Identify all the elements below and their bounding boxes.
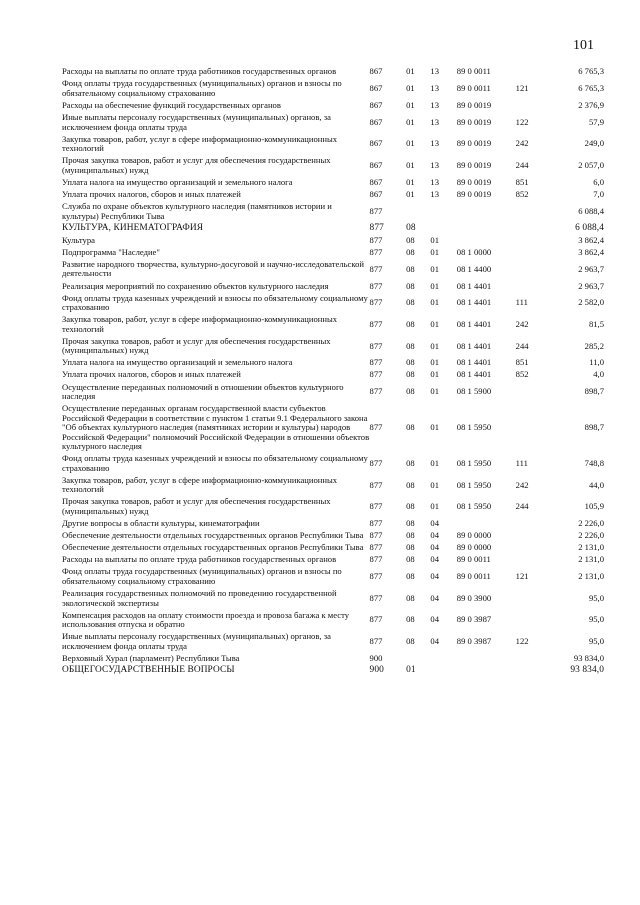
section-code: 08 (406, 297, 415, 308)
section-code: 08 (406, 280, 415, 291)
amount: 95,0 (588, 592, 604, 603)
amount: 2 057,0 (578, 160, 604, 171)
table-row (62, 530, 604, 542)
amount: 6 765,3 (578, 66, 604, 77)
ministry-code: 867 (369, 116, 383, 127)
subsection-code: 04 (430, 635, 440, 646)
section-code: 01 (406, 188, 415, 199)
target-article-code: 08 1 4400 (456, 263, 492, 274)
section-code: 08 (406, 340, 415, 351)
line-item-name: Фонд оплаты труда казенных учреждений и взносы по обязательному социальному страхованию (62, 453, 368, 473)
ministry-code: 877 (369, 369, 383, 380)
section-code: 08 (406, 530, 415, 541)
expense-type-code: 852 (515, 188, 529, 199)
table-row (62, 542, 604, 554)
table-row (62, 222, 604, 234)
section-code: 08 (406, 246, 415, 257)
amount: 93 834,0 (570, 664, 604, 675)
amount: 81,5 (588, 318, 604, 329)
line-item-name: Обеспечение деятельности отдельных государственных органов Республики Тыва (62, 530, 364, 541)
target-article-code (457, 222, 516, 234)
amount: 57,9 (588, 116, 604, 127)
ministry-code: 867 (369, 160, 383, 171)
target-article-code: 08 1 4401 (456, 340, 492, 351)
section-code: 08 (406, 234, 415, 245)
subsection-code (430, 665, 456, 677)
target-article-code: 89 0 0011 (456, 66, 491, 77)
line-item-name: ОБЩЕГОСУДАРСТВЕННЫЕ ВОПРОСЫ (62, 664, 235, 675)
ministry-code: 877 (369, 542, 383, 553)
target-article-code: 89 0 0019 (456, 116, 492, 127)
amount: 898,7 (584, 422, 604, 433)
line-item-name: Расходы на обеспечение функций государственных органов (62, 99, 281, 110)
section-code: 01 (406, 176, 415, 187)
ministry-code: 877 (369, 479, 383, 490)
table-row (62, 653, 604, 665)
amount: 93 834,0 (573, 652, 604, 663)
ministry-code: 877 (369, 318, 383, 329)
line-item-name: Подпрограмма "Наследие" (62, 246, 160, 257)
section-code: 08 (406, 501, 415, 512)
target-article-code (457, 653, 516, 665)
subsection-code: 01 (430, 263, 440, 274)
target-article-code: 08 1 5950 (456, 458, 492, 469)
amount: 2 131,0 (578, 554, 604, 565)
table-row (62, 189, 604, 201)
subsection-code: 13 (430, 99, 440, 110)
amount: 95,0 (588, 635, 604, 646)
expense-type-code (516, 653, 551, 665)
line-item-name: Закупка товаров, работ, услуг в сфере информационно-коммуникационных технологий (62, 133, 338, 154)
amount: 7,0 (593, 188, 604, 199)
amount: 3 862,4 (578, 246, 604, 257)
ministry-code: 877 (369, 280, 383, 291)
expense-type-code (516, 609, 551, 631)
table-row (62, 280, 604, 292)
line-item-name: Другие вопросы в области культуры, кинематографии (62, 518, 260, 529)
subsection-code: 13 (430, 66, 440, 77)
expense-type-code (516, 66, 551, 78)
section-code: 08 (406, 222, 416, 233)
ministry-code: 900 (369, 652, 383, 663)
subsection-code: 01 (430, 318, 440, 329)
subsection-code: 01 (430, 386, 440, 397)
expense-type-code (516, 542, 551, 554)
table-row (62, 247, 604, 259)
table-row (62, 369, 604, 381)
ministry-code: 877 (369, 518, 383, 529)
table-row (62, 475, 604, 497)
ministry-code: 877 (369, 386, 383, 397)
expense-type-code: 122 (515, 116, 529, 127)
subsection-code: 01 (430, 479, 440, 490)
target-article-code: 08 1 4401 (456, 297, 492, 308)
expense-type-code (516, 100, 551, 112)
line-item-name: Прочая закупка товаров, работ и услуг для обеспечения государственных (муниципальных) нужд (62, 155, 331, 175)
ministry-code: 877 (369, 246, 383, 257)
section-code: 08 (406, 542, 415, 553)
line-item-name: Закупка товаров, работ, услуг в сфере информационно-коммуникационных технологий (62, 474, 338, 495)
subsection-code: 04 (430, 614, 440, 625)
line-item-name: Прочая закупка товаров, работ и услуг для обеспечения государственных (муниципальных) нужд (62, 496, 331, 516)
subsection-code: 01 (430, 234, 440, 245)
section-code (406, 201, 430, 223)
subsection-code: 01 (430, 357, 440, 368)
expense-type-code: 121 (515, 571, 529, 582)
ministry-code: 877 (369, 614, 383, 625)
target-article-code: 08 1 4401 (456, 369, 492, 380)
line-item-name: Компенсация расходов на оплату стоимости проезда и провоза багажа к месту использования отпуска и обратно (62, 609, 350, 630)
expense-type-code: 244 (515, 340, 529, 351)
section-code: 08 (406, 518, 415, 529)
line-item-name: Обеспечение деятельности отдельных государственных органов Республики Тыва (62, 542, 364, 553)
line-item-name: Служба по охране объектов культурного наследия (памятников истории и культуры) Республики Тыва (62, 201, 332, 221)
expense-type-code (516, 201, 551, 223)
subsection-code: 01 (430, 501, 440, 512)
section-code: 08 (406, 422, 415, 433)
expense-type-code (516, 554, 551, 566)
table-row (62, 133, 604, 155)
amount: 285,2 (584, 340, 604, 351)
table-row (62, 155, 604, 177)
target-article-code: 89 0 0000 (456, 530, 492, 541)
target-article-code: 89 0 3987 (456, 635, 492, 646)
line-item-name: Осуществление переданных органам государственной власти субъектов Российской Федерации в соответствии с пунктом 1 статьи 9.1 Федерального закона "Об объектах культурного наследия (памятниках истории и культуры) народов Российской Федерации" полномочий Российской Федерации в отношении объектов культурного наследия (62, 403, 370, 452)
ministry-code: 877 (369, 357, 383, 368)
line-item-name: Иные выплаты персоналу государственных (муниципальных) органов, за исключением фонда оплаты труда (62, 112, 331, 132)
expense-type-code (516, 588, 551, 610)
table-row (62, 336, 604, 358)
target-article-code: 08 1 0000 (456, 246, 492, 257)
subsection-code: 01 (430, 340, 440, 351)
ministry-code: 877 (369, 340, 383, 351)
ministry-code: 877 (369, 501, 383, 512)
table-row (62, 381, 604, 403)
subsection-code: 01 (430, 246, 440, 257)
target-article-code: 08 1 5950 (456, 479, 492, 490)
subsection-code: 01 (430, 369, 440, 380)
expense-type-code: 242 (515, 479, 529, 490)
line-item-name: Верховный Хурал (парламент) Республики Тыва (62, 652, 240, 663)
target-article-code (457, 665, 516, 677)
amount: 2 963,7 (578, 263, 604, 274)
ministry-code: 900 (369, 664, 384, 675)
ministry-code: 877 (369, 458, 383, 469)
subsection-code (430, 653, 456, 665)
ministry-code: 877 (369, 263, 383, 274)
section-code: 08 (406, 479, 415, 490)
amount: 2 131,0 (578, 542, 604, 553)
line-item-name: Уплата прочих налогов, сборов и иных платежей (62, 188, 241, 199)
line-item-name: Уплата прочих налогов, сборов и иных платежей (62, 369, 241, 380)
line-item-name: Осуществление переданных полномочий в отношении объектов культурного наследия (62, 381, 344, 402)
ministry-code: 877 (369, 530, 383, 541)
ministry-code: 877 (369, 205, 383, 216)
target-article-code: 08 1 5950 (456, 422, 492, 433)
table-row (62, 100, 604, 112)
amount: 11,0 (589, 357, 604, 368)
target-article-code: 89 0 0011 (456, 554, 491, 565)
expense-type-code: 111 (515, 458, 528, 469)
expense-type-code: 852 (515, 369, 529, 380)
subsection-code: 04 (430, 554, 440, 565)
amount: 2 582,0 (578, 297, 604, 308)
target-article-code: 89 0 0000 (456, 542, 492, 553)
amount: 2 963,7 (578, 280, 604, 291)
subsection-code (430, 201, 456, 223)
table-row (62, 518, 604, 530)
target-article-code: 89 0 0019 (456, 138, 492, 149)
table-row (62, 66, 604, 78)
subsection-code (430, 222, 456, 234)
target-article-code (457, 518, 516, 530)
ministry-code: 877 (369, 222, 384, 233)
table-row (62, 177, 604, 189)
ministry-code: 877 (369, 635, 383, 646)
expense-type-code (516, 247, 551, 259)
section-code: 08 (406, 571, 415, 582)
target-article-code: 89 0 0019 (456, 176, 492, 187)
expense-type-code: 122 (515, 635, 529, 646)
target-article-code: 08 1 4401 (456, 357, 492, 368)
subsection-code: 13 (430, 160, 440, 171)
amount: 748,8 (584, 458, 604, 469)
amount: 2 226,0 (578, 530, 604, 541)
line-item-name: Развитие народного творчества, культурно-досуговой и научно-исследовательской деятельности (62, 258, 364, 279)
subsection-code: 13 (430, 188, 440, 199)
section-code: 08 (406, 263, 415, 274)
target-article-code: 89 0 0011 (456, 83, 491, 94)
line-item-name: Культура (62, 234, 95, 245)
ministry-code: 867 (369, 176, 383, 187)
table-row (62, 234, 604, 246)
ministry-code: 867 (369, 66, 383, 77)
line-item-name: Реализация мероприятий по сохранению объектов культурного наследия (62, 280, 329, 291)
table-row (62, 609, 604, 631)
table-row (62, 314, 604, 336)
table-row (62, 78, 604, 100)
section-code: 08 (406, 458, 415, 469)
budget-table (62, 66, 604, 677)
subsection-code: 01 (430, 458, 440, 469)
target-article-code: 89 0 0019 (456, 160, 492, 171)
expense-type-code: 111 (515, 297, 528, 308)
amount: 95,0 (588, 614, 604, 625)
ministry-code: 877 (369, 422, 383, 433)
target-article-code: 08 1 5950 (456, 501, 492, 512)
amount: 6 088,4 (575, 222, 604, 233)
line-item-name: Реализация государственных полномочий по проведению государственной экологической экспертизы (62, 588, 337, 608)
budget-table-body (62, 66, 604, 677)
expense-type-code: 851 (515, 176, 529, 187)
subsection-code: 04 (430, 518, 440, 529)
section-code: 01 (406, 160, 415, 171)
ministry-code: 877 (369, 554, 383, 565)
expense-type-code: 851 (515, 357, 529, 368)
target-article-code: 89 0 3987 (456, 614, 492, 625)
ministry-code: 877 (369, 592, 383, 603)
target-article-code (457, 234, 516, 246)
amount: 44,0 (588, 479, 604, 490)
subsection-code: 04 (430, 571, 440, 582)
amount: 2 131,0 (578, 571, 604, 582)
expense-type-code (516, 234, 551, 246)
subsection-code: 13 (430, 138, 440, 149)
line-item-name: Фонд оплаты труда государственных (муниципальных) органов и взносы по обязательному социальному страхованию (62, 566, 342, 586)
expense-type-code (516, 381, 551, 403)
amount: 249,0 (584, 138, 604, 149)
line-item-name: Иные выплаты персоналу государственных (муниципальных) органов, за исключением фонда оплаты труда (62, 631, 331, 651)
section-code: 08 (406, 592, 415, 603)
amount: 3 862,4 (578, 234, 604, 245)
subsection-code: 13 (430, 176, 440, 187)
expense-type-code: 244 (515, 160, 529, 171)
subsection-code: 13 (430, 116, 440, 127)
expense-type-code (516, 280, 551, 292)
expense-type-code (516, 518, 551, 530)
section-code: 08 (406, 369, 415, 380)
table-row (62, 631, 604, 653)
table-row (62, 665, 604, 677)
line-item-name: Уплата налога на имущество организаций и земельного налога (62, 176, 293, 187)
table-row (62, 554, 604, 566)
target-article-code (457, 201, 516, 223)
ministry-code: 867 (369, 188, 383, 199)
section-code: 01 (406, 664, 416, 675)
expense-type-code: 242 (515, 318, 529, 329)
amount: 4,0 (593, 369, 604, 380)
amount: 6 088,4 (578, 205, 604, 216)
subsection-code: 13 (430, 83, 440, 94)
target-article-code: 89 0 0019 (456, 188, 492, 199)
expense-type-code (516, 222, 551, 234)
expense-type-code (516, 530, 551, 542)
subsection-code: 04 (430, 592, 440, 603)
target-article-code: 08 1 5900 (456, 386, 492, 397)
ministry-code: 877 (369, 571, 383, 582)
section-code (406, 653, 430, 665)
target-article-code: 89 0 0011 (456, 571, 491, 582)
subsection-code: 04 (430, 530, 440, 541)
ministry-code: 877 (369, 297, 383, 308)
section-code: 08 (406, 318, 415, 329)
table-row (62, 453, 604, 475)
subsection-code: 04 (430, 542, 440, 553)
subsection-code: 01 (430, 422, 440, 433)
table-row (62, 357, 604, 369)
expense-type-code: 242 (515, 138, 529, 149)
section-code: 01 (406, 99, 415, 110)
table-row (62, 292, 604, 314)
ministry-code: 867 (369, 99, 383, 110)
section-code: 01 (406, 66, 415, 77)
table-row (62, 112, 604, 134)
expense-type-code: 244 (515, 501, 529, 512)
table-row (62, 201, 604, 223)
section-code: 08 (406, 614, 415, 625)
target-article-code: 08 1 4401 (456, 280, 492, 291)
expense-type-code (516, 665, 551, 677)
amount: 6,0 (593, 176, 604, 187)
section-code: 01 (406, 138, 415, 149)
amount: 2 376,9 (578, 99, 604, 110)
amount: 898,7 (584, 386, 604, 397)
line-item-name: Фонд оплаты труда казенных учреждений и взносы по обязательному социальному страхованию (62, 292, 368, 313)
section-code: 08 (406, 554, 415, 565)
section-code: 08 (406, 635, 415, 646)
amount: 2 226,0 (578, 518, 604, 529)
section-code: 08 (406, 386, 415, 397)
line-item-name: Прочая закупка товаров, работ и услуг для обеспечения государственных (муниципальных) нужд (62, 335, 331, 356)
ministry-code: 867 (369, 138, 383, 149)
subsection-code: 01 (430, 297, 440, 308)
expense-type-code: 121 (515, 83, 529, 94)
section-code: 01 (406, 116, 415, 127)
ministry-code: 877 (369, 234, 383, 245)
line-item-name: Уплата налога на имущество организаций и земельного налога (62, 357, 293, 368)
line-item-name: Закупка товаров, работ, услуг в сфере информационно-коммуникационных технологий (62, 314, 338, 334)
table-row (62, 588, 604, 610)
expense-type-code (516, 403, 551, 453)
table-row (62, 403, 604, 453)
expense-type-code (516, 259, 551, 281)
section-code: 01 (406, 83, 415, 94)
target-article-code: 89 0 3900 (456, 592, 492, 603)
ministry-code: 867 (369, 83, 383, 94)
line-item-name: Расходы на выплаты по оплате труда работников государственных органов (62, 554, 337, 565)
subsection-code: 01 (430, 280, 440, 291)
line-item-name: КУЛЬТУРА, КИНЕМАТОГРАФИЯ (62, 222, 204, 233)
target-article-code: 08 1 4401 (456, 318, 492, 329)
table-row (62, 496, 604, 518)
page-number: 101 (573, 38, 594, 53)
target-article-code: 89 0 0019 (456, 99, 492, 110)
table-row (62, 259, 604, 281)
line-item-name: Фонд оплаты труда государственных (муниципальных) органов и взносы по обязательному социальному страхованию (62, 78, 342, 98)
amount: 105,9 (584, 501, 604, 512)
table-row (62, 566, 604, 588)
line-item-name: Расходы на выплаты по оплате труда работников государственных органов (62, 66, 337, 77)
section-code: 08 (406, 357, 415, 368)
amount: 6 765,3 (578, 83, 604, 94)
